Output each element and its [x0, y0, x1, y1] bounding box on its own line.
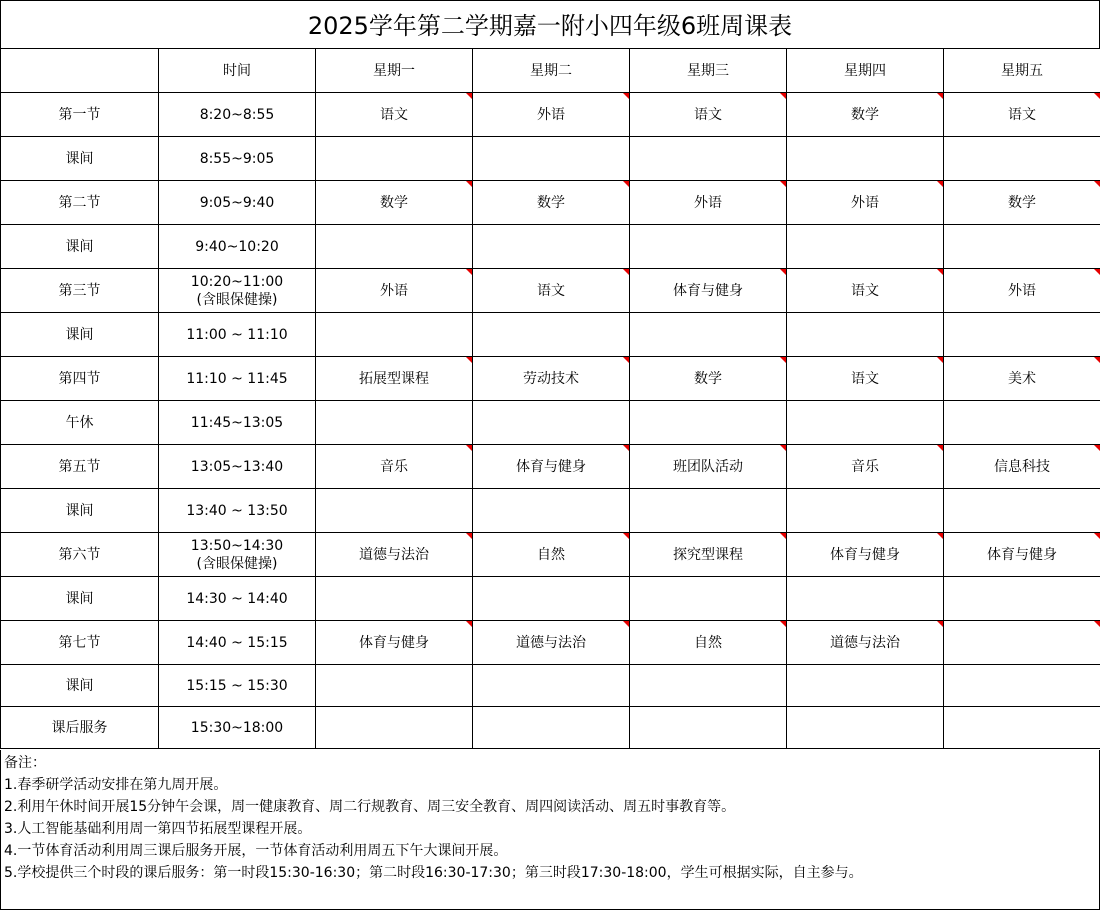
subject-name: 拓展型课程 — [359, 370, 429, 387]
subject-name: 道德与法治 — [516, 634, 586, 651]
notes-heading: 备注： — [4, 755, 46, 771]
subject-cell — [630, 269, 787, 313]
comment-marker-icon[interactable] — [780, 181, 786, 187]
subject-cell — [473, 313, 630, 357]
timetable-row — [1, 93, 1100, 137]
subject-cell — [473, 225, 630, 269]
header-row — [1, 49, 1100, 93]
subject-cell — [473, 137, 630, 181]
comment-marker-icon[interactable] — [1094, 445, 1100, 451]
period-time-range: 13:40 ~ 13:50 — [186, 502, 288, 519]
period-time-range: 11:45~13:05 — [190, 414, 284, 431]
period-time — [159, 445, 316, 489]
period-label: 第六节 — [1, 533, 159, 577]
comment-marker-icon[interactable] — [937, 93, 943, 99]
subject-cell — [787, 489, 944, 533]
timetable-row — [1, 269, 1100, 313]
subject-name: 体育与健身 — [516, 458, 586, 475]
period-time — [159, 489, 316, 533]
subject-cell — [316, 93, 473, 137]
subject-cell — [316, 181, 473, 225]
subject-name: 语文 — [694, 106, 722, 123]
subject-cell — [316, 621, 473, 665]
subject-cell — [473, 401, 630, 445]
subject-cell — [316, 357, 473, 401]
period-time-range: 11:10 ~ 11:45 — [186, 370, 288, 387]
subject-cell — [787, 225, 944, 269]
subject-cell — [944, 533, 1100, 577]
subject-cell — [630, 93, 787, 137]
subject-cell — [944, 181, 1100, 225]
comment-marker-icon[interactable] — [1094, 357, 1100, 363]
subject-cell — [630, 225, 787, 269]
period-label: 第三节 — [1, 269, 159, 313]
subject-name: 美术 — [1008, 370, 1036, 387]
period-time-range: 9:40~10:20 — [195, 238, 279, 255]
subject-cell — [630, 533, 787, 577]
period-time — [159, 357, 316, 401]
period-time — [159, 533, 316, 577]
period-label: 第四节 — [1, 357, 159, 401]
period-time-range: 8:20~8:55 — [199, 106, 275, 123]
period-time-note: (含眼保健操) — [196, 291, 278, 308]
subject-cell — [630, 621, 787, 665]
subject-cell — [787, 401, 944, 445]
subject-cell — [316, 665, 473, 707]
subject-cell — [316, 445, 473, 489]
subject-cell — [944, 93, 1100, 137]
period-label: 课间 — [1, 313, 159, 357]
subject-name: 语文 — [1008, 106, 1036, 123]
comment-marker-icon[interactable] — [466, 93, 472, 99]
subject-name: 信息科技 — [994, 458, 1050, 475]
timetable-row — [1, 225, 1100, 269]
comment-marker-icon[interactable] — [466, 621, 472, 627]
period-label: 课间 — [1, 137, 159, 181]
subject-cell — [630, 137, 787, 181]
subject-cell — [944, 269, 1100, 313]
timetable-row — [1, 357, 1100, 401]
subject-name: 探究型课程 — [673, 546, 743, 563]
timetable-row — [1, 533, 1100, 577]
subject-name: 体育与健身 — [987, 546, 1057, 563]
comment-marker-icon[interactable] — [623, 533, 629, 539]
period-label: 课间 — [1, 489, 159, 533]
subject-cell — [316, 707, 473, 749]
subject-cell — [944, 489, 1100, 533]
subject-cell — [630, 401, 787, 445]
subject-name: 数学 — [537, 194, 565, 211]
subject-name: 外语 — [851, 194, 879, 211]
header-cell: 时间 — [159, 49, 316, 93]
subject-name: 道德与法治 — [830, 634, 900, 651]
period-label: 课后服务 — [1, 707, 159, 749]
period-time — [159, 313, 316, 357]
comment-marker-icon[interactable] — [623, 93, 629, 99]
comment-marker-icon[interactable] — [1094, 269, 1100, 275]
header-cell: 星期三 — [630, 49, 787, 93]
subject-cell — [787, 269, 944, 313]
subject-name: 外语 — [380, 282, 408, 299]
subject-cell — [787, 533, 944, 577]
subject-cell — [944, 577, 1100, 621]
subject-name: 数学 — [1008, 194, 1036, 211]
subject-name: 自然 — [537, 546, 565, 563]
subject-cell — [787, 621, 944, 665]
period-time — [159, 269, 316, 313]
notes-section — [0, 750, 1100, 910]
subject-cell — [473, 707, 630, 749]
subject-cell — [473, 489, 630, 533]
comment-marker-icon[interactable] — [937, 533, 943, 539]
period-time-range: 10:20~11:00 — [190, 273, 284, 290]
subject-name: 体育与健身 — [359, 634, 429, 651]
subject-cell — [944, 401, 1100, 445]
comment-marker-icon[interactable] — [623, 445, 629, 451]
note-item: 3.人工智能基础利用周一第四节拓展型课程开展。 — [4, 821, 312, 837]
period-label: 第七节 — [1, 621, 159, 665]
comment-marker-icon[interactable] — [1094, 621, 1100, 627]
subject-cell — [473, 533, 630, 577]
subject-cell — [787, 313, 944, 357]
subject-cell — [944, 313, 1100, 357]
subject-cell — [944, 665, 1100, 707]
subject-name: 语文 — [537, 282, 565, 299]
subject-cell — [473, 181, 630, 225]
subject-cell — [316, 313, 473, 357]
subject-cell — [316, 577, 473, 621]
subject-cell — [473, 269, 630, 313]
period-time-range: 13:50~14:30 — [190, 537, 284, 554]
period-time-range: 9:05~9:40 — [199, 194, 275, 211]
subject-name: 数学 — [694, 370, 722, 387]
comment-marker-icon[interactable] — [466, 533, 472, 539]
header-cell: 星期一 — [316, 49, 473, 93]
subject-cell — [316, 489, 473, 533]
header-cell: 星期二 — [473, 49, 630, 93]
subject-cell — [630, 489, 787, 533]
period-time — [159, 93, 316, 137]
subject-cell — [944, 707, 1100, 749]
subject-cell — [787, 665, 944, 707]
timetable-row — [1, 707, 1100, 749]
period-time — [159, 621, 316, 665]
comment-marker-icon[interactable] — [937, 181, 943, 187]
period-label: 课间 — [1, 225, 159, 269]
subject-name: 班团队活动 — [673, 458, 743, 475]
timetable-row — [1, 665, 1100, 707]
comment-marker-icon[interactable] — [937, 621, 943, 627]
period-time-range: 8:55~9:05 — [199, 150, 275, 167]
subject-cell — [630, 707, 787, 749]
subject-cell — [316, 533, 473, 577]
note-item: 2.利用午休时间开展15分钟午会课，周一健康教育、周二行规教育、周三安全教育、周四阅读活动、周五时事教育等。 — [4, 799, 736, 815]
subject-cell — [473, 93, 630, 137]
timetable-grid — [0, 48, 1100, 749]
timetable-row — [1, 137, 1100, 181]
comment-marker-icon[interactable] — [937, 357, 943, 363]
comment-marker-icon[interactable] — [623, 621, 629, 627]
subject-cell — [630, 445, 787, 489]
subject-cell — [316, 137, 473, 181]
note-item: 5.学校提供三个时段的课后服务：第一时段15:30-16:30；第二时段16:30-17:30；第三时段17:30-18:00，学生可根据实际，自主参与。 — [4, 865, 863, 881]
subject-cell — [473, 357, 630, 401]
period-label: 课间 — [1, 577, 159, 621]
comment-marker-icon[interactable] — [466, 357, 472, 363]
comment-marker-icon[interactable] — [780, 533, 786, 539]
timetable-row — [1, 621, 1100, 665]
comment-marker-icon[interactable] — [780, 93, 786, 99]
comment-marker-icon[interactable] — [466, 269, 472, 275]
note-item: 4.一节体育活动利用周三课后服务开展，一节体育活动利用周五下午大课间开展。 — [4, 843, 508, 859]
subject-cell — [316, 269, 473, 313]
period-time-note: (含眼保健操) — [196, 555, 278, 572]
period-time-range: 11:00 ~ 11:10 — [186, 326, 288, 343]
subject-cell — [630, 313, 787, 357]
period-time — [159, 665, 316, 707]
period-time-range: 15:30~18:00 — [190, 719, 284, 736]
comment-marker-icon[interactable] — [780, 269, 786, 275]
subject-name: 体育与健身 — [830, 546, 900, 563]
subject-name: 外语 — [537, 106, 565, 123]
subject-name: 外语 — [1008, 282, 1036, 299]
subject-name: 道德与法治 — [359, 546, 429, 563]
comment-marker-icon[interactable] — [937, 269, 943, 275]
period-label: 第二节 — [1, 181, 159, 225]
subject-cell — [787, 577, 944, 621]
timetable-row — [1, 181, 1100, 225]
comment-marker-icon[interactable] — [623, 269, 629, 275]
subject-name: 数学 — [851, 106, 879, 123]
subject-cell — [787, 181, 944, 225]
period-label: 第五节 — [1, 445, 159, 489]
header-cell: 星期五 — [944, 49, 1100, 93]
comment-marker-icon[interactable] — [780, 357, 786, 363]
period-time — [159, 137, 316, 181]
subject-name: 语文 — [851, 370, 879, 387]
period-time-range: 15:15 ~ 15:30 — [186, 677, 288, 694]
comment-marker-icon[interactable] — [780, 445, 786, 451]
note-item: 1.春季研学活动安排在第九周开展。 — [4, 777, 228, 793]
subject-cell — [473, 577, 630, 621]
period-time — [159, 577, 316, 621]
timetable-row — [1, 489, 1100, 533]
header-corner — [1, 49, 159, 93]
subject-cell — [630, 181, 787, 225]
comment-marker-icon[interactable] — [1094, 93, 1100, 99]
timetable-title: 2025学年第二学期嘉一附小四年级6班周课表 — [0, 0, 1100, 48]
subject-cell — [944, 445, 1100, 489]
subject-cell — [316, 225, 473, 269]
timetable-row — [1, 313, 1100, 357]
subject-cell — [630, 577, 787, 621]
subject-cell — [787, 93, 944, 137]
subject-name: 劳动技术 — [523, 370, 579, 387]
comment-marker-icon[interactable] — [1094, 181, 1100, 187]
subject-cell — [787, 445, 944, 489]
subject-cell — [473, 445, 630, 489]
period-time-range: 14:40 ~ 15:15 — [186, 634, 288, 651]
subject-cell — [944, 357, 1100, 401]
subject-cell — [787, 707, 944, 749]
timetable-row — [1, 577, 1100, 621]
period-time — [159, 225, 316, 269]
subject-name: 数学 — [380, 194, 408, 211]
comment-marker-icon[interactable] — [623, 181, 629, 187]
subject-cell — [473, 621, 630, 665]
timetable-row — [1, 445, 1100, 489]
subject-cell — [944, 225, 1100, 269]
comment-marker-icon[interactable] — [1094, 533, 1100, 539]
period-label: 第一节 — [1, 93, 159, 137]
comment-marker-icon[interactable] — [937, 445, 943, 451]
subject-name: 语文 — [380, 106, 408, 123]
subject-name: 自然 — [694, 634, 722, 651]
period-time — [159, 181, 316, 225]
period-time-range: 14:30 ~ 14:40 — [186, 590, 288, 607]
subject-cell — [316, 401, 473, 445]
subject-name: 音乐 — [380, 458, 408, 475]
subject-name: 外语 — [694, 194, 722, 211]
period-label: 课间 — [1, 665, 159, 707]
subject-cell — [787, 137, 944, 181]
subject-name: 音乐 — [851, 458, 879, 475]
subject-cell — [944, 621, 1100, 665]
subject-cell — [630, 665, 787, 707]
subject-cell — [630, 357, 787, 401]
period-label: 午休 — [1, 401, 159, 445]
comment-marker-icon[interactable] — [466, 181, 472, 187]
subject-name: 体育与健身 — [673, 282, 743, 299]
period-time-range: 13:05~13:40 — [190, 458, 284, 475]
timetable-row — [1, 401, 1100, 445]
comment-marker-icon[interactable] — [780, 621, 786, 627]
comment-marker-icon[interactable] — [623, 357, 629, 363]
subject-cell — [473, 665, 630, 707]
period-time — [159, 401, 316, 445]
subject-cell — [944, 137, 1100, 181]
header-cell: 星期四 — [787, 49, 944, 93]
period-time — [159, 707, 316, 749]
subject-cell — [787, 357, 944, 401]
comment-marker-icon[interactable] — [466, 445, 472, 451]
subject-name: 语文 — [851, 282, 879, 299]
